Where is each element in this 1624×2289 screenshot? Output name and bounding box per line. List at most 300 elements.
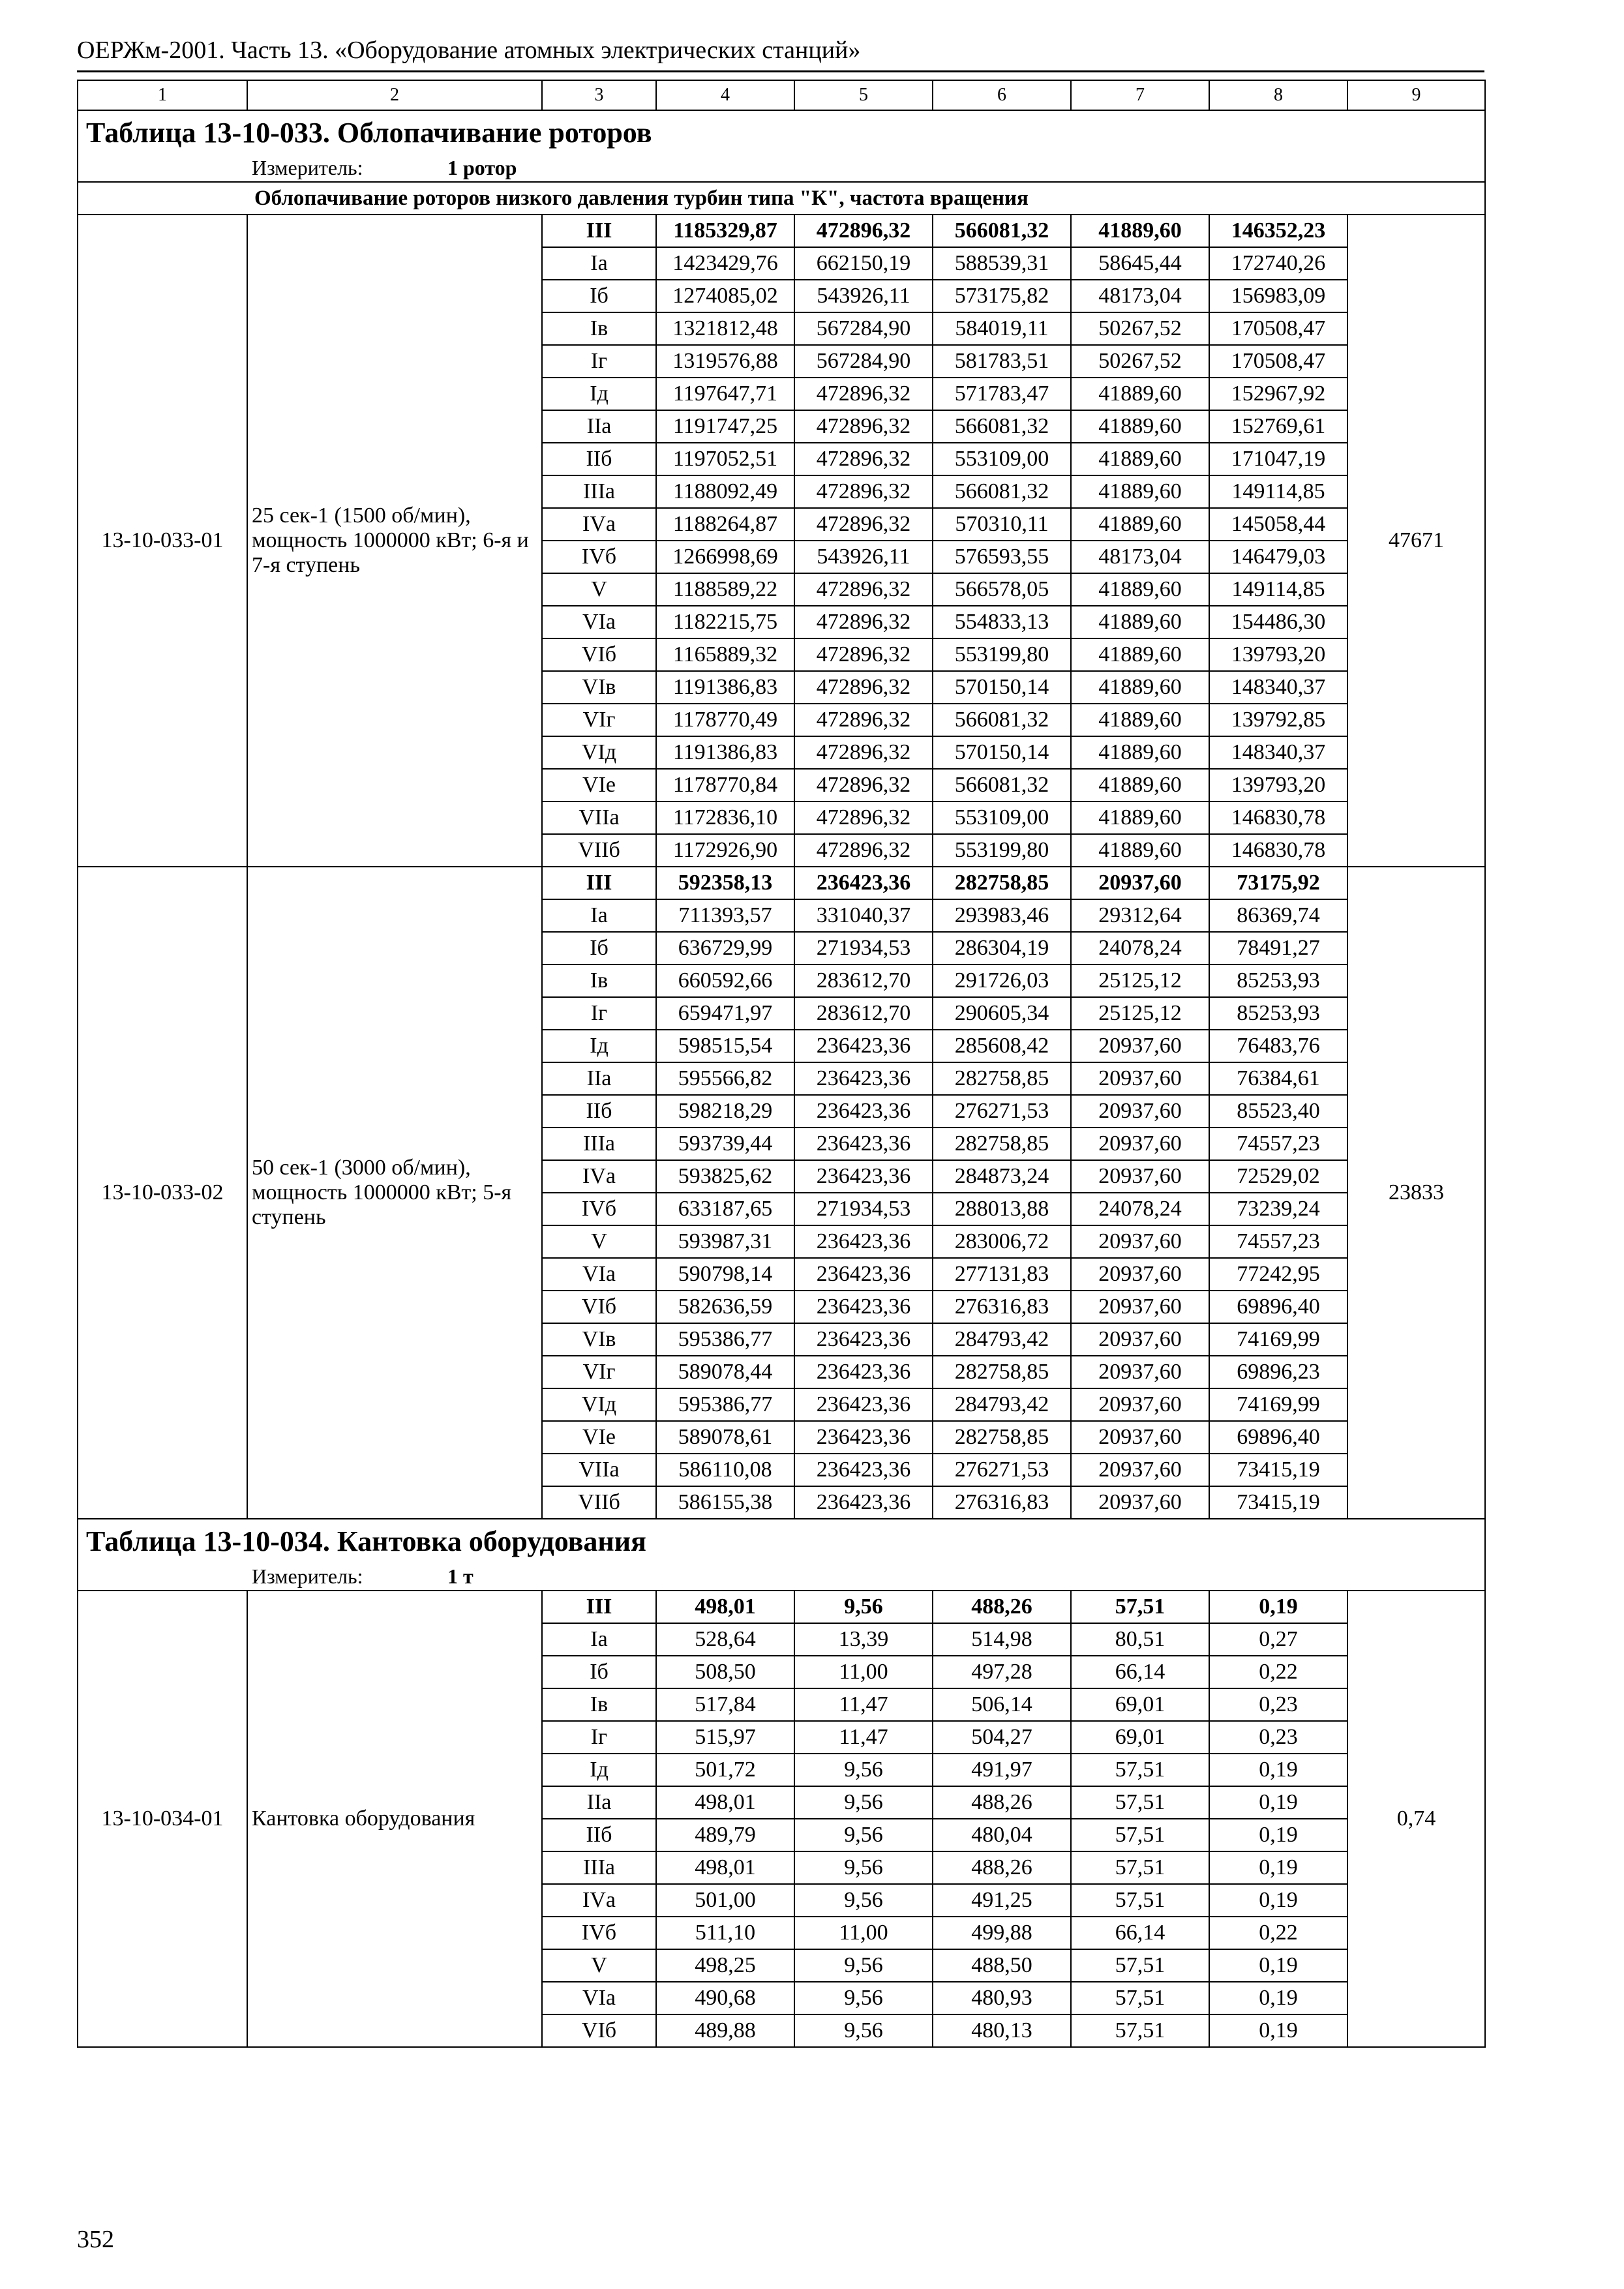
value-cell: 41889,60 xyxy=(1071,834,1209,867)
zone-cell: V xyxy=(542,573,656,606)
value-cell: 20937,60 xyxy=(1071,1095,1209,1128)
value-cell: 57,51 xyxy=(1071,1884,1209,1917)
value-cell: 282758,85 xyxy=(933,1062,1071,1095)
zone-cell: IIб xyxy=(542,1819,656,1851)
value-cell: 588539,31 xyxy=(933,247,1071,280)
value-cell: 711393,57 xyxy=(656,899,794,932)
value-cell: 78491,27 xyxy=(1209,932,1347,965)
value-cell: 508,50 xyxy=(656,1656,794,1688)
value-cell: 85253,93 xyxy=(1209,965,1347,997)
value-cell: 659471,97 xyxy=(656,997,794,1030)
value-cell: 488,26 xyxy=(933,1591,1071,1623)
value-cell: 20937,60 xyxy=(1071,1323,1209,1356)
value-cell: 41889,60 xyxy=(1071,215,1209,247)
value-cell: 566578,05 xyxy=(933,573,1071,606)
item-description: Кантовка оборудования xyxy=(247,1591,542,2047)
value-cell: 566081,32 xyxy=(933,769,1071,801)
value-cell: 41889,60 xyxy=(1071,801,1209,834)
value-cell: 553109,00 xyxy=(933,801,1071,834)
value-cell: 57,51 xyxy=(1071,1591,1209,1623)
value-cell: 146352,23 xyxy=(1209,215,1347,247)
value-cell: 11,00 xyxy=(794,1917,933,1949)
value-cell: 472896,32 xyxy=(794,508,933,541)
value-cell: 66,14 xyxy=(1071,1656,1209,1688)
value-cell: 1182215,75 xyxy=(656,606,794,638)
value-cell: 1197052,51 xyxy=(656,443,794,475)
value-cell: 69,01 xyxy=(1071,1721,1209,1754)
zone-cell: IIб xyxy=(542,443,656,475)
zone-cell: Iб xyxy=(542,932,656,965)
value-cell: 480,93 xyxy=(933,1982,1071,2014)
zone-cell: Iа xyxy=(542,899,656,932)
value-cell: 20937,60 xyxy=(1071,1421,1209,1454)
value-cell: 633187,65 xyxy=(656,1193,794,1225)
value-cell: 282758,85 xyxy=(933,1128,1071,1160)
value-cell: 25125,12 xyxy=(1071,965,1209,997)
value-cell: 0,19 xyxy=(1209,1786,1347,1819)
value-cell: 41889,60 xyxy=(1071,443,1209,475)
value-cell: 236423,36 xyxy=(794,1323,933,1356)
value-cell: 74169,99 xyxy=(1209,1388,1347,1421)
value-cell: 1188092,49 xyxy=(656,475,794,508)
value-cell: 9,56 xyxy=(794,1819,933,1851)
value-cell: 41889,60 xyxy=(1071,573,1209,606)
value-cell: 73239,24 xyxy=(1209,1193,1347,1225)
value-cell: 85523,40 xyxy=(1209,1095,1347,1128)
value-cell: 566081,32 xyxy=(933,215,1071,247)
value-cell: 504,27 xyxy=(933,1721,1071,1754)
column-number: 3 xyxy=(542,80,656,110)
column-number: 5 xyxy=(794,80,933,110)
value-cell: 498,25 xyxy=(656,1949,794,1982)
value-cell: 1274085,02 xyxy=(656,280,794,312)
value-cell: 73415,19 xyxy=(1209,1454,1347,1486)
zone-cell: VIд xyxy=(542,736,656,769)
value-cell: 50267,52 xyxy=(1071,345,1209,378)
value-cell: 570150,14 xyxy=(933,736,1071,769)
value-cell: 236423,36 xyxy=(794,867,933,899)
value-cell: 0,19 xyxy=(1209,1591,1347,1623)
value-cell: 1191386,83 xyxy=(656,671,794,704)
value-cell: 0,23 xyxy=(1209,1688,1347,1721)
value-cell: 285608,42 xyxy=(933,1030,1071,1062)
value-cell: 284873,24 xyxy=(933,1160,1071,1193)
value-cell: 283612,70 xyxy=(794,965,933,997)
value-cell: 472896,32 xyxy=(794,671,933,704)
value-cell: 595566,82 xyxy=(656,1062,794,1095)
value-cell: 595386,77 xyxy=(656,1323,794,1356)
value-cell: 1321812,48 xyxy=(656,312,794,345)
zone-cell: Iд xyxy=(542,1754,656,1786)
value-cell: 1185329,87 xyxy=(656,215,794,247)
value-cell: 1178770,49 xyxy=(656,704,794,736)
value-cell: 236423,36 xyxy=(794,1030,933,1062)
zone-cell: IIIа xyxy=(542,1128,656,1160)
value-cell: 593987,31 xyxy=(656,1225,794,1258)
value-cell: 146830,78 xyxy=(1209,801,1347,834)
column-number: 7 xyxy=(1071,80,1209,110)
value-cell: 9,56 xyxy=(794,1949,933,1982)
value-cell: 20937,60 xyxy=(1071,1486,1209,1519)
value-cell: 74169,99 xyxy=(1209,1323,1347,1356)
meter-cell xyxy=(78,155,1485,182)
value-cell: 497,28 xyxy=(933,1656,1071,1688)
value-cell: 0,19 xyxy=(1209,2014,1347,2047)
value-cell: 236423,36 xyxy=(794,1225,933,1258)
value-cell: 69,01 xyxy=(1071,1688,1209,1721)
value-cell: 236423,36 xyxy=(794,1356,933,1388)
meter-unit: 1 ротор xyxy=(447,155,517,179)
value-cell: 146479,03 xyxy=(1209,541,1347,573)
value-cell: 139792,85 xyxy=(1209,704,1347,736)
value-cell: 570150,14 xyxy=(933,671,1071,704)
running-header: ОЕРЖм-2001. Часть 13. «Оборудование атомных электрических станций» xyxy=(77,37,861,64)
value-cell: 276316,83 xyxy=(933,1486,1071,1519)
value-cell: 149114,85 xyxy=(1209,475,1347,508)
item-description: 25 сек-1 (1500 об/мин), мощность 1000000 кВт; 6-я и 7-я ступень xyxy=(247,215,542,867)
value-cell: 9,56 xyxy=(794,2014,933,2047)
value-cell: 0,19 xyxy=(1209,1851,1347,1884)
section-heading-row xyxy=(78,182,1485,215)
value-cell: 236423,36 xyxy=(794,1388,933,1421)
zone-cell: VIг xyxy=(542,1356,656,1388)
value-cell: 290605,34 xyxy=(933,997,1071,1030)
value-cell: 506,14 xyxy=(933,1688,1071,1721)
value-cell: 9,56 xyxy=(794,1591,933,1623)
value-cell: 592358,13 xyxy=(656,867,794,899)
value-cell: 498,01 xyxy=(656,1786,794,1819)
zone-cell: Iг xyxy=(542,1721,656,1754)
value-cell: 554833,13 xyxy=(933,606,1071,638)
value-cell: 86369,74 xyxy=(1209,899,1347,932)
value-cell: 236423,36 xyxy=(794,1291,933,1323)
meter-label: Измеритель: xyxy=(252,155,363,179)
value-cell: 581783,51 xyxy=(933,345,1071,378)
zone-cell: IVб xyxy=(542,541,656,573)
value-cell: 1319576,88 xyxy=(656,345,794,378)
value-cell: 74557,23 xyxy=(1209,1128,1347,1160)
value-cell: 498,01 xyxy=(656,1591,794,1623)
value-cell: 236423,36 xyxy=(794,1454,933,1486)
table-title-row xyxy=(78,110,1485,155)
value-cell: 501,00 xyxy=(656,1884,794,1917)
column-number: 1 xyxy=(78,80,247,110)
zone-cell: Iа xyxy=(542,247,656,280)
value-cell: 20937,60 xyxy=(1071,1062,1209,1095)
value-cell: 236423,36 xyxy=(794,1421,933,1454)
zone-cell: IIа xyxy=(542,1062,656,1095)
value-cell: 1266998,69 xyxy=(656,541,794,573)
value-cell: 9,56 xyxy=(794,1982,933,2014)
table-title: Таблица 13-10-033. Облопачивание роторов xyxy=(78,110,1485,155)
table-body xyxy=(78,80,1485,2047)
value-cell: 593739,44 xyxy=(656,1128,794,1160)
zone-cell: VIа xyxy=(542,1982,656,2014)
page-number: 352 xyxy=(77,2226,114,2253)
zone-cell: Iв xyxy=(542,312,656,345)
value-cell: 586155,38 xyxy=(656,1486,794,1519)
value-cell: 72529,02 xyxy=(1209,1160,1347,1193)
value-cell: 57,51 xyxy=(1071,2014,1209,2047)
value-cell: 24078,24 xyxy=(1071,1193,1209,1225)
value-cell: 20937,60 xyxy=(1071,1454,1209,1486)
value-cell: 149114,85 xyxy=(1209,573,1347,606)
column-number: 6 xyxy=(933,80,1071,110)
table-title-row xyxy=(78,1519,1485,1563)
value-cell: 80,51 xyxy=(1071,1623,1209,1656)
value-cell: 139793,20 xyxy=(1209,638,1347,671)
value-cell: 57,51 xyxy=(1071,1851,1209,1884)
value-cell: 139793,20 xyxy=(1209,769,1347,801)
zone-cell: IVб xyxy=(542,1193,656,1225)
table-row xyxy=(78,1591,1485,1623)
value-cell: 76384,61 xyxy=(1209,1062,1347,1095)
value-cell: 276271,53 xyxy=(933,1095,1071,1128)
value-cell: 286304,19 xyxy=(933,932,1071,965)
value-cell: 271934,53 xyxy=(794,932,933,965)
value-cell: 41889,60 xyxy=(1071,638,1209,671)
value-cell: 66,14 xyxy=(1071,1917,1209,1949)
value-cell: 11,47 xyxy=(794,1688,933,1721)
item-total: 0,74 xyxy=(1347,1591,1485,2047)
value-cell: 69896,40 xyxy=(1209,1421,1347,1454)
value-cell: 11,00 xyxy=(794,1656,933,1688)
value-cell: 1423429,76 xyxy=(656,247,794,280)
column-number: 9 xyxy=(1347,80,1485,110)
column-number-row xyxy=(78,80,1485,110)
zone-cell: VIа xyxy=(542,606,656,638)
value-cell: 276271,53 xyxy=(933,1454,1071,1486)
value-cell: 543926,11 xyxy=(794,280,933,312)
value-cell: 236423,36 xyxy=(794,1258,933,1291)
value-cell: 1197647,71 xyxy=(656,378,794,410)
value-cell: 472896,32 xyxy=(794,606,933,638)
value-cell: 0,19 xyxy=(1209,1884,1347,1917)
zone-cell: Iв xyxy=(542,1688,656,1721)
value-cell: 589078,61 xyxy=(656,1421,794,1454)
zone-cell: VIб xyxy=(542,1291,656,1323)
value-cell: 515,97 xyxy=(656,1721,794,1754)
value-cell: 20937,60 xyxy=(1071,1030,1209,1062)
value-cell: 170508,47 xyxy=(1209,345,1347,378)
value-cell: 283612,70 xyxy=(794,997,933,1030)
zone-cell: Iб xyxy=(542,1656,656,1688)
value-cell: 499,88 xyxy=(933,1917,1071,1949)
value-cell: 11,47 xyxy=(794,1721,933,1754)
value-cell: 277131,83 xyxy=(933,1258,1071,1291)
value-cell: 41889,60 xyxy=(1071,508,1209,541)
column-number: 2 xyxy=(247,80,542,110)
value-cell: 498,01 xyxy=(656,1851,794,1884)
value-cell: 276316,83 xyxy=(933,1291,1071,1323)
value-cell: 284793,42 xyxy=(933,1388,1071,1421)
value-cell: 595386,77 xyxy=(656,1388,794,1421)
value-cell: 271934,53 xyxy=(794,1193,933,1225)
value-cell: 282758,85 xyxy=(933,867,1071,899)
value-cell: 58645,44 xyxy=(1071,247,1209,280)
zone-cell: VIд xyxy=(542,1388,656,1421)
value-cell: 48173,04 xyxy=(1071,541,1209,573)
value-cell: 584019,11 xyxy=(933,312,1071,345)
value-cell: 514,98 xyxy=(933,1623,1071,1656)
value-cell: 236423,36 xyxy=(794,1095,933,1128)
value-cell: 156983,09 xyxy=(1209,280,1347,312)
value-cell: 490,68 xyxy=(656,1982,794,2014)
value-cell: 472896,32 xyxy=(794,801,933,834)
value-cell: 1191386,83 xyxy=(656,736,794,769)
value-cell: 593825,62 xyxy=(656,1160,794,1193)
value-cell: 293983,46 xyxy=(933,899,1071,932)
column-number: 4 xyxy=(656,80,794,110)
value-cell: 20937,60 xyxy=(1071,1160,1209,1193)
value-cell: 9,56 xyxy=(794,1786,933,1819)
zone-cell: VIб xyxy=(542,2014,656,2047)
value-cell: 489,79 xyxy=(656,1819,794,1851)
value-cell: 288013,88 xyxy=(933,1193,1071,1225)
value-cell: 24078,24 xyxy=(1071,932,1209,965)
value-cell: 0,23 xyxy=(1209,1721,1347,1754)
value-cell: 41889,60 xyxy=(1071,410,1209,443)
value-cell: 25125,12 xyxy=(1071,997,1209,1030)
zone-cell: Iг xyxy=(542,345,656,378)
value-cell: 145058,44 xyxy=(1209,508,1347,541)
value-cell: 589078,44 xyxy=(656,1356,794,1388)
zone-cell: VIIб xyxy=(542,1486,656,1519)
value-cell: 152967,92 xyxy=(1209,378,1347,410)
value-cell: 291726,03 xyxy=(933,965,1071,997)
value-cell: 73415,19 xyxy=(1209,1486,1347,1519)
value-cell: 0,22 xyxy=(1209,1656,1347,1688)
zone-cell: IVа xyxy=(542,1160,656,1193)
value-cell: 566081,32 xyxy=(933,704,1071,736)
meter-row xyxy=(78,1563,1485,1591)
value-cell: 1191747,25 xyxy=(656,410,794,443)
value-cell: 0,19 xyxy=(1209,1982,1347,2014)
value-cell: 1165889,32 xyxy=(656,638,794,671)
section-heading: Облопачивание роторов низкого давления турбин типа "К", частота вращения xyxy=(78,182,1485,215)
zone-cell: V xyxy=(542,1225,656,1258)
value-cell: 171047,19 xyxy=(1209,443,1347,475)
value-cell: 489,88 xyxy=(656,2014,794,2047)
value-cell: 582636,59 xyxy=(656,1291,794,1323)
value-cell: 590798,14 xyxy=(656,1258,794,1291)
value-cell: 85253,93 xyxy=(1209,997,1347,1030)
value-cell: 543926,11 xyxy=(794,541,933,573)
value-cell: 41889,60 xyxy=(1071,606,1209,638)
value-cell: 491,25 xyxy=(933,1884,1071,1917)
value-cell: 528,64 xyxy=(656,1623,794,1656)
zone-cell: VIа xyxy=(542,1258,656,1291)
value-cell: 57,51 xyxy=(1071,1982,1209,2014)
value-cell: 586110,08 xyxy=(656,1454,794,1486)
value-cell: 472896,32 xyxy=(794,410,933,443)
value-cell: 41889,60 xyxy=(1071,769,1209,801)
value-cell: 660592,66 xyxy=(656,965,794,997)
value-cell: 236423,36 xyxy=(794,1160,933,1193)
value-cell: 0,27 xyxy=(1209,1623,1347,1656)
value-cell: 1188264,87 xyxy=(656,508,794,541)
value-cell: 1178770,84 xyxy=(656,769,794,801)
zone-cell: VIб xyxy=(542,638,656,671)
value-cell: 69896,40 xyxy=(1209,1291,1347,1323)
zone-cell: IIа xyxy=(542,1786,656,1819)
zone-cell: Iг xyxy=(542,997,656,1030)
item-description: 50 сек-1 (3000 об/мин), мощность 1000000 кВт; 5-я ступень xyxy=(247,867,542,1519)
value-cell: 1188589,22 xyxy=(656,573,794,606)
table-row xyxy=(78,215,1485,247)
value-cell: 77242,95 xyxy=(1209,1258,1347,1291)
value-cell: 74557,23 xyxy=(1209,1225,1347,1258)
value-cell: 491,97 xyxy=(933,1754,1071,1786)
item-code: 13-10-033-02 xyxy=(78,867,247,1519)
value-cell: 0,19 xyxy=(1209,1754,1347,1786)
value-cell: 553109,00 xyxy=(933,443,1071,475)
value-cell: 472896,32 xyxy=(794,834,933,867)
zone-cell: IIб xyxy=(542,1095,656,1128)
value-cell: 29312,64 xyxy=(1071,899,1209,932)
zone-cell: VIе xyxy=(542,1421,656,1454)
value-cell: 41889,60 xyxy=(1071,378,1209,410)
value-cell: 0,19 xyxy=(1209,1949,1347,1982)
value-cell: 511,10 xyxy=(656,1917,794,1949)
value-cell: 282758,85 xyxy=(933,1421,1071,1454)
value-cell: 73175,92 xyxy=(1209,867,1347,899)
value-cell: 576593,55 xyxy=(933,541,1071,573)
zone-cell: IIа xyxy=(542,410,656,443)
zone-cell: Iа xyxy=(542,1623,656,1656)
value-cell: 598218,29 xyxy=(656,1095,794,1128)
value-cell: 41889,60 xyxy=(1071,736,1209,769)
value-cell: 1172926,90 xyxy=(656,834,794,867)
meter-unit: 1 т xyxy=(447,1564,474,1588)
value-cell: 636729,99 xyxy=(656,932,794,965)
value-cell: 152769,61 xyxy=(1209,410,1347,443)
value-cell: 501,72 xyxy=(656,1754,794,1786)
value-cell: 472896,32 xyxy=(794,443,933,475)
value-cell: 480,04 xyxy=(933,1819,1071,1851)
value-cell: 567284,90 xyxy=(794,312,933,345)
zone-cell: Iв xyxy=(542,965,656,997)
zone-cell: III xyxy=(542,867,656,899)
value-cell: 331040,37 xyxy=(794,899,933,932)
zone-cell: VIг xyxy=(542,704,656,736)
value-cell: 553199,80 xyxy=(933,834,1071,867)
zone-cell: IVа xyxy=(542,508,656,541)
zone-cell: IIIа xyxy=(542,475,656,508)
value-cell: 9,56 xyxy=(794,1754,933,1786)
item-code: 13-10-034-01 xyxy=(78,1591,247,2047)
value-cell: 20937,60 xyxy=(1071,1225,1209,1258)
value-cell: 41889,60 xyxy=(1071,671,1209,704)
zone-cell: VIв xyxy=(542,1323,656,1356)
value-cell: 20937,60 xyxy=(1071,1356,1209,1388)
meter-label: Измеритель: xyxy=(252,1564,363,1588)
value-cell: 41889,60 xyxy=(1071,704,1209,736)
value-cell: 570310,11 xyxy=(933,508,1071,541)
value-cell: 236423,36 xyxy=(794,1062,933,1095)
value-cell: 472896,32 xyxy=(794,573,933,606)
value-cell: 472896,32 xyxy=(794,475,933,508)
header-rule xyxy=(77,70,1484,72)
value-cell: 20937,60 xyxy=(1071,1291,1209,1323)
zone-cell: IVб xyxy=(542,1917,656,1949)
value-cell: 148340,37 xyxy=(1209,736,1347,769)
zone-cell: VIIб xyxy=(542,834,656,867)
zone-cell: IIIа xyxy=(542,1851,656,1884)
value-cell: 472896,32 xyxy=(794,378,933,410)
value-cell: 170508,47 xyxy=(1209,312,1347,345)
value-cell: 20937,60 xyxy=(1071,867,1209,899)
